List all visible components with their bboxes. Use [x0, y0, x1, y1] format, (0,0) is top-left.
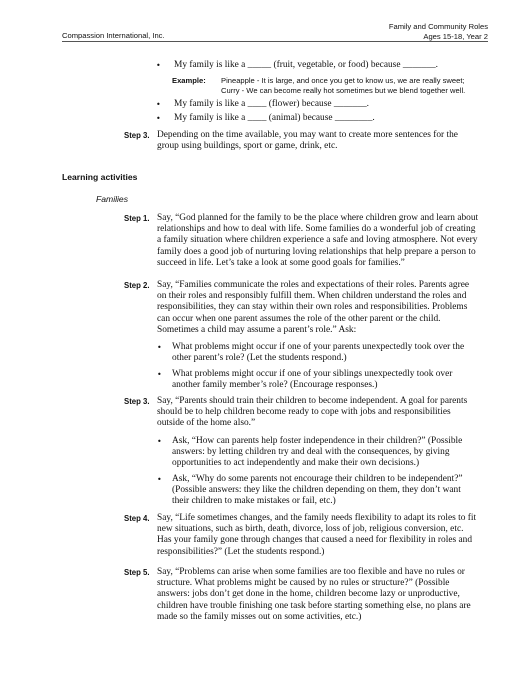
step-text: Say, “Families communicate the roles and expectations of their roles. Parents agree on their roles and responsibly fulfill them. When children understand the roles and responsibilities, they can stay within their own roles and responsibilities. Problems can occur when one parent assumes the role of the other parent or the child. Sometimes a child may assume a parent’s role.” Ask:: [157, 280, 470, 335]
step-number: Step 1.: [124, 214, 150, 223]
header-divider: [62, 41, 488, 42]
header-document-title: Family and Community Roles: [388, 22, 488, 31]
step-text: Say, “Life sometimes changes, and the family needs flexibility to adapt its roles to fit new situations, such as birth, death, divorce, loss of job, religious conversion, etc. Has your family gone through changes that caused a need for flexibility in roles and responsibilities?” (Let the students respond.): [157, 513, 477, 557]
header-organization: Compassion International, Inc.: [62, 31, 165, 40]
bullet-icon: •: [156, 114, 161, 123]
bullet-icon: •: [157, 475, 162, 484]
example-line: Curry - We can become really hot sometimes but we blend together well.: [221, 86, 466, 95]
section-heading: Learning activities: [62, 172, 138, 182]
bullet-icon: •: [157, 370, 162, 379]
subsection-heading: Families: [96, 194, 128, 204]
step-text: Say, “Parents should train their children to become independent. A goal for parents should be to help children become ready to cope with jobs and responsibilities outside of the home also.”: [157, 396, 468, 429]
bullet-icon: •: [157, 343, 162, 352]
header-audience: Ages 15-18, Year 2: [423, 31, 488, 41]
example-label: Example:: [172, 76, 206, 85]
step-number: Step 3.: [124, 131, 150, 140]
step-text: Say, “God planned for the family to be the place where children grow and learn about relationships and how to deal with life. Some families do a wonderful job of creating a family situation where children experience a safe and loving atmosphere. Not every family does a good job of nurturing loving relationships that help prepare a person to succeed in life. Let’s take a look at some good goals for families.”: [157, 213, 479, 268]
step-number: Step 4.: [124, 514, 150, 523]
bullet-icon: •: [157, 437, 162, 446]
step-text: Say, “Problems can arise when some families are too flexible and have no rules or structure. What problems might be caused by no rules or structure?” (Possible answers: jobs don’t get done in the home, children become lazy or unproductive, children have trouble finishing one task before starting something else, no plans are made so the family misses out on some activities, etc.): [157, 567, 471, 622]
bullet-icon: •: [156, 61, 161, 70]
step-number: Step 5.: [124, 568, 150, 577]
example-line: Pineapple - It is large, and once you get to know us, we are really sweet;: [221, 76, 465, 85]
bullet-icon: •: [156, 100, 161, 109]
step-number: Step 2.: [124, 281, 150, 290]
header-right: [389, 22, 488, 41]
step-text: Depending on the time available, you may want to create more sentences for the group using buildings, sport or game, drink, etc.: [157, 130, 458, 152]
step-number: Step 3.: [124, 397, 150, 406]
